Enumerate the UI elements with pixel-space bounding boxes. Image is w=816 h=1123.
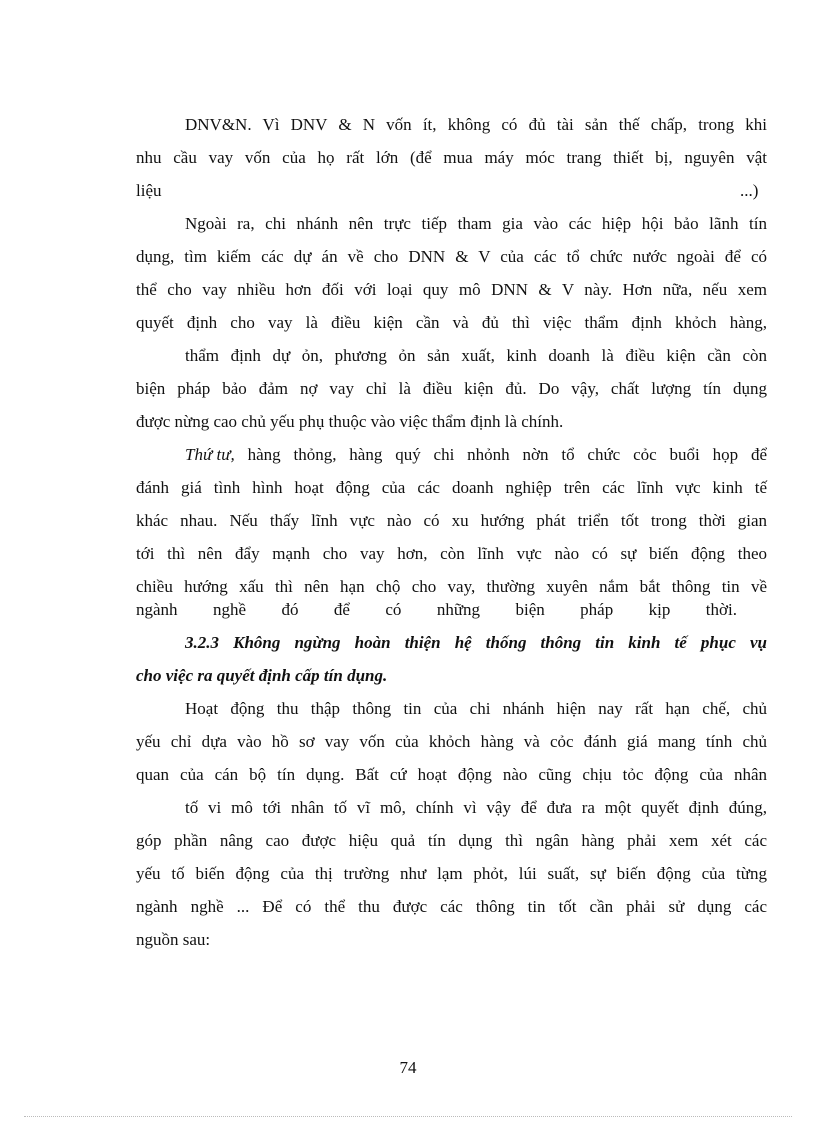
body-line: ngành nghề ... Để có thể thu được các thông tin tốt cần phải sử dụng các bbox=[136, 897, 767, 916]
body-line: nhu cầu vay vốn của họ rất lớn (để mua máy móc trang thiết bị, nguyên vật bbox=[136, 148, 767, 167]
body-line: quyết định cho vay là điều kiện cần và đủ thì việc thẩm định khỏch hàng, bbox=[136, 313, 767, 332]
body-line: đánh giá tình hình hoạt động của các doanh nghiệp trên các lĩnh vực kinh tế bbox=[136, 478, 767, 497]
italic-lead: Thứ tư, bbox=[185, 445, 235, 464]
body-line: nguồn sau: bbox=[136, 930, 211, 949]
body-line: thẩm định dự ỏn, phương ỏn sản xuất, kinh doanh là điều kiện cần còn bbox=[185, 346, 767, 365]
body-line: được nừng cao chủ yếu phụ thuộc vào việc thẩm định là chính. bbox=[136, 412, 564, 431]
body-line: biện pháp bảo đảm nợ vay chỉ là điều kiện đủ. Do vậy, chất lượng tín dụng bbox=[136, 379, 767, 398]
body-line: yếu chỉ dựa vào hồ sơ vay vốn của khỏch hàng và cỏc đánh giá mang tính chủ bbox=[136, 732, 767, 751]
section-heading-cont: cho việc ra quyết định cấp tín dụng. bbox=[136, 666, 388, 685]
body-line: Ngoài ra, chi nhánh nên trực tiếp tham gia vào các hiệp hội bảo lãnh tín bbox=[185, 214, 767, 233]
body-line: tố vi mô tới nhân tố vĩ mô, chính vì vậy để đưa ra một quyết định đúng, bbox=[185, 798, 767, 817]
body-line: thể cho vay nhiều hơn đối với loại quy mô DNN & V này. Hơn nữa, nếu xem bbox=[136, 280, 767, 299]
body-line: ...) bbox=[740, 181, 759, 200]
body-line: tới thì nên đẩy mạnh cho vay hơn, còn lĩnh vực nào có sự biến động theo bbox=[136, 544, 767, 563]
body-line: khác nhau. Nếu thấy lĩnh vực nào có xu hướng phát triển tốt trong thời gian bbox=[136, 511, 767, 530]
body-line: Hoạt động thu thập thông tin của chi nhánh hiện nay rất hạn chế, chủ bbox=[185, 699, 767, 718]
page-number: 74 bbox=[399, 1058, 417, 1077]
body-line: yếu tố biến động của thị trường như lạm phỏt, lúi suất, sự biến động của từng bbox=[136, 864, 767, 883]
body-line: góp phần nâng cao được hiệu quả tín dụng thì ngân hàng phải xem xét các bbox=[136, 831, 767, 850]
body-line: ngành nghề đó để có những biện pháp kịp thời. bbox=[136, 600, 737, 619]
body-line: quan của cán bộ tín dụng. Bất cứ hoạt động nào cũng chịu tỏc động của nhân bbox=[136, 765, 767, 784]
body-line: dụng, tìm kiếm các dự án về cho DNN & V của các tổ chức nước ngoài để có bbox=[136, 247, 767, 266]
body-line: liệu bbox=[136, 181, 162, 200]
section-heading: 3.2.3 Không ngừng hoàn thiện hệ thống thông tin kinh tế phục vụ bbox=[185, 633, 767, 652]
footer-divider bbox=[24, 1116, 792, 1117]
body-line-with-italic bbox=[185, 444, 767, 466]
body-line: chiều hướng xấu thì nên hạn chộ cho vay, thường xuyên nắm bắt thông tin về bbox=[136, 577, 767, 596]
body-line-rest: hàng thỏng, hàng quý chi nhỏnh nờn tổ chức cỏc buổi họp để bbox=[234, 445, 767, 464]
body-line: DNV&N. Vì DNV & N vốn ít, không có đủ tài sản thế chấp, trong khi bbox=[185, 115, 767, 134]
